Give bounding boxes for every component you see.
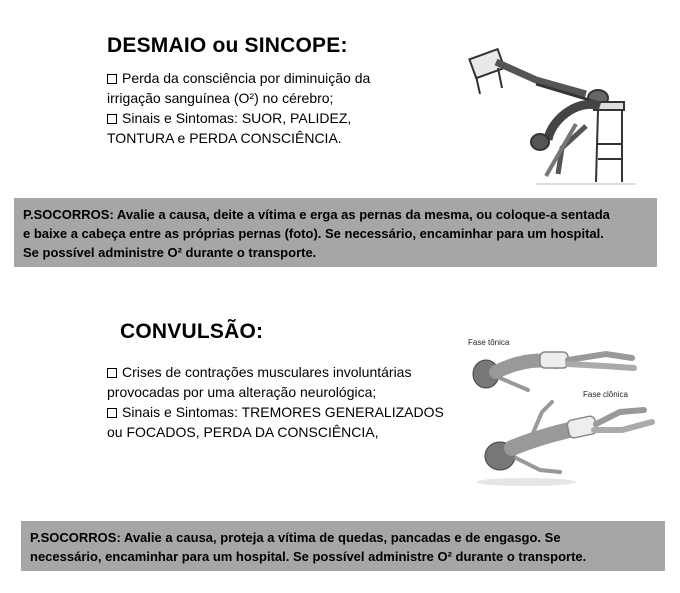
convulsao-bullet-list bbox=[107, 362, 444, 442]
bullet-item bbox=[107, 362, 444, 402]
fainting-illustration bbox=[466, 14, 646, 192]
first-aid-line: necessário, encaminhar para um hospital. Se possível administre O² durante o transporte. bbox=[30, 549, 587, 564]
bullet-text: TONTURA e PERDA CONSCIÊNCIA. bbox=[107, 130, 342, 146]
bullet-text: Sinais e Sintomas: TREMORES GENERALIZADOS bbox=[122, 404, 444, 420]
first-aid-line: P.SOCORROS: Avalie a causa, deite a vítima e erga as pernas da mesma, ou coloque-a sentada bbox=[23, 207, 610, 222]
figure-label-clonic: Fase clônica bbox=[583, 390, 628, 399]
bullet-item bbox=[107, 68, 370, 108]
first-aid-box-desmaio bbox=[14, 198, 657, 267]
first-aid-line: e baixe a cabeça entre as próprias pernas (foto). Se necessário, encaminhar para um hospital. bbox=[23, 226, 604, 241]
bullet-text: provocadas por uma alteração neurológica; bbox=[107, 384, 377, 400]
bullet-item bbox=[107, 402, 444, 442]
checkbox-bullet-icon bbox=[107, 74, 117, 84]
section-title-desmaio: DESMAIO ou SINCOPE: bbox=[107, 34, 348, 57]
section-title-convulsao: CONVULSÃO: bbox=[120, 320, 264, 343]
bullet-text: irrigação sanguínea (O²) no cérebro; bbox=[107, 90, 334, 106]
bullet-text: Crises de contrações musculares involuntárias bbox=[122, 364, 412, 380]
desmaio-bullet-list bbox=[107, 68, 370, 148]
checkbox-bullet-icon bbox=[107, 368, 117, 378]
first-aid-line: Se possível administre O² durante o transporte. bbox=[23, 245, 317, 260]
bullet-text: Perda da consciência por diminuição da bbox=[122, 70, 371, 86]
convulsion-illustration bbox=[456, 346, 666, 491]
figure-label-tonic: Fase tônica bbox=[468, 338, 510, 347]
first-aid-line: P.SOCORROS: Avalie a causa, proteja a vítima de quedas, pancadas e de engasgo. Se bbox=[30, 530, 561, 545]
bullet-text: Sinais e Sintomas: SUOR, PALIDEZ, bbox=[122, 110, 352, 126]
checkbox-bullet-icon bbox=[107, 114, 117, 124]
checkbox-bullet-icon bbox=[107, 408, 117, 418]
bullet-item bbox=[107, 108, 370, 148]
first-aid-box-convulsao bbox=[21, 521, 665, 571]
bullet-text: ou FOCADOS, PERDA DA CONSCIÊNCIA, bbox=[107, 424, 379, 440]
